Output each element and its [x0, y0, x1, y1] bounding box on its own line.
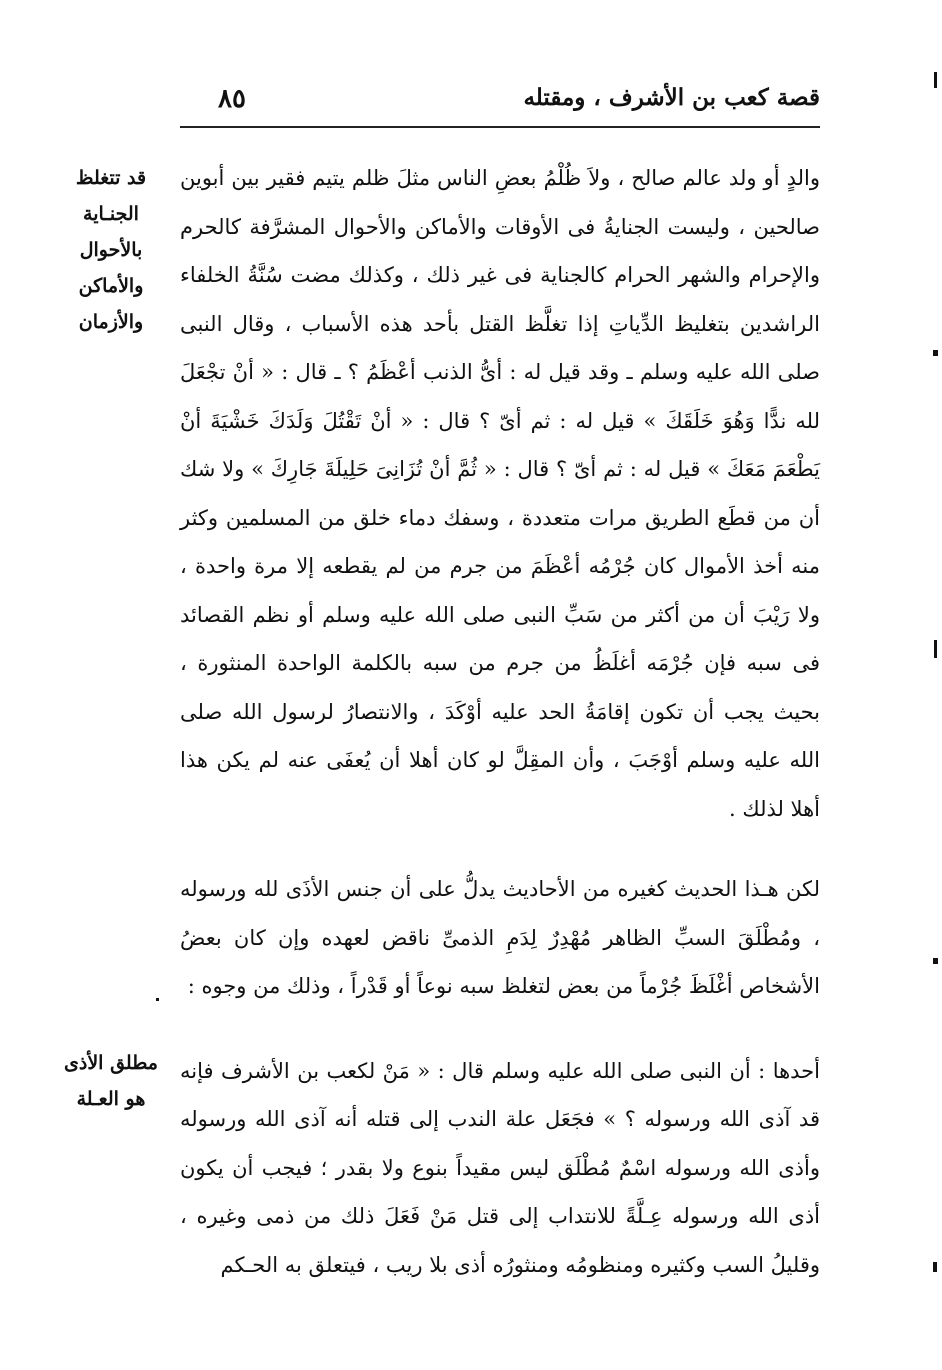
header-rule	[180, 126, 820, 128]
margin-note-line: هو العـلة	[76, 1088, 146, 1110]
margin-note-line: بالأحوال	[79, 239, 143, 261]
edge-mark	[934, 72, 937, 88]
margin-note-harm-cause	[52, 1045, 170, 1117]
running-header	[180, 84, 820, 124]
margin-note-aggravation	[52, 160, 170, 340]
margin-note-line: مطلق الأذى	[64, 1052, 158, 1074]
edge-mark	[933, 1262, 937, 1272]
paragraph: أحدها : أن النبى صلى الله عليه وسلم قال : « مَنْ لكعب بن الأشرف فإنه قد آذى الله ورسوله ؟ » فجَعَل علة الندب إلى قتله أنه آذى الله ورسوله وأذى الله ورسوله اسْمٌ مُطْلَق ليس مقيداً بنوع ولا بقدر ؛ فيجب أن يكون أذى الله ورسوله عِـلَّةً للانتداب إلى قتل مَنْ فَعَلَ ذلك من ذمى وغيره ، وقليلُ السب وكثيره ومنظومُه ومنثورُه أذى بلا ريب ، فيتعلق به الحـكم	[180, 1058, 820, 1277]
edge-mark	[156, 998, 159, 1001]
running-title: قصة كعب بن الأشرف ، ومقتله	[523, 84, 820, 111]
margin-note-line: والأزمان	[78, 311, 144, 333]
page-number: ٨٥	[218, 84, 246, 114]
edge-mark	[933, 350, 938, 356]
margin-note-line: قد تتغلظ	[75, 167, 147, 189]
paragraph: والدٍ أو ولد عالم صالح ، ولاَ ظُلْمُ بعضِ الناس مثلَ ظلم يتيم فقير بين أبوين صالحين ، وليست الجنايةُ فى الأوقات والأماكن والأحوال المشرَّفة كالحرم والإحرام والشهر الحرام كالجناية فى غير ذلك ، وكذلك مضت سُنَّةُ الخلفاء الراشدين بتغليظ الدِّياتِ إذا تغلَّظ القتل بأحد هذه الأسباب ، وقال النبى صلى الله عليه وسلم ـ وقد قيل له : أىُّ الذنب أعْظَمُ ؟ ـ قال : « أنْ تجْعَلَ لله ندًّا وَهُوَ خَلَقَكَ » قيل له : ثم أىّ ؟ قال : « أنْ تَقْتُلَ وَلَدَكَ خَشْيَةَ أنْ يَطْعَمَ مَعَكَ » قيل له : ثم أىّ ؟ قال : « ثُمَّ أنْ تُزَانِىَ حَلِيلَةَ جَارِكَ » ولا شك أن من قطَع الطريق مرات متعددة ، وسفك دماء خلق من المسلمين وكثر منه أخذ الأموال كان جُرْمُه أعْظَمَ من جرم من لم يقطعه إلا مرة واحدة ، ولا رَيْبَ أن من أكثر من سَبِّ النبى صلى الله عليه وسلم أو نظم القصائد فى سبه فإن جُرْمَه أغلَظُ من جرم من سبه بالكلمة الواحدة المنثورة ، بحيث يجب أن تكون إقامَةُ الحد عليه أوْكَدَ ، والانتصارُ لرسول الله صلى الله عليه وسلم أوْجَبَ ، وأن المقِلَّ لو كان أهلا أن يُعفَى عنه لم يكن هذا أهلا لذلك .	[180, 166, 820, 821]
edge-mark	[933, 958, 938, 964]
margin-note-line: الجنـاية	[83, 203, 139, 225]
edge-mark	[934, 640, 937, 658]
margin-note-line: والأماكن	[78, 275, 144, 297]
paragraph: لكن هـذا الحديث كغيره من الأحاديث يدلُّ على أن جنس الأذَى لله ورسوله ، ومُطْلَقَ السبِّ الظاهر مُهْدِرٌ لِدَمِ الذمىِّ ناقض لعهده وإن كان بعضُ الأشخاص أغْلَظَ جُرْماً من بعض لتغلظ سبه نوعاً أو قَدْراً ، وذلك من وجوه :	[180, 877, 820, 998]
body-text	[180, 154, 820, 1289]
